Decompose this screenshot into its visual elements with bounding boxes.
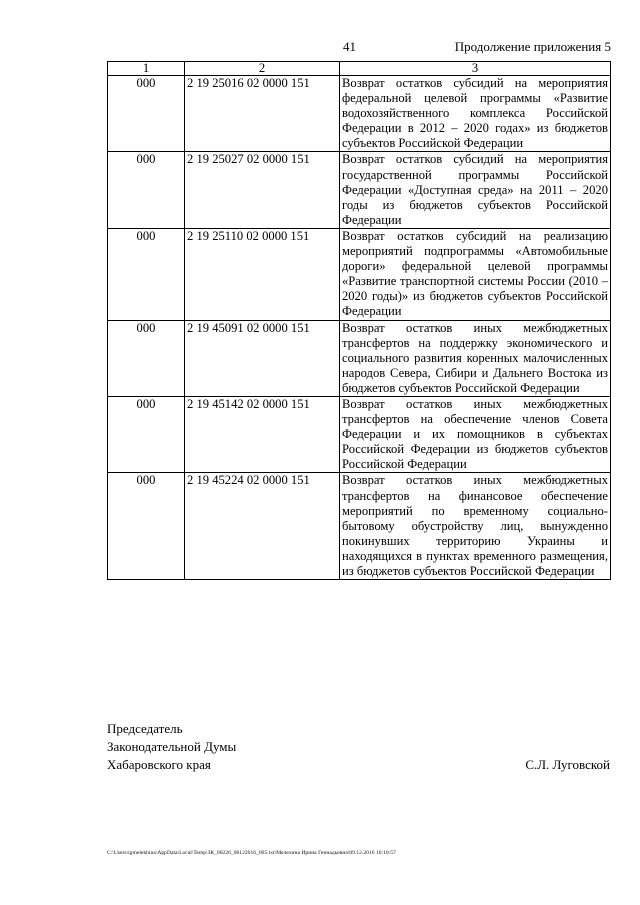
admin-code-cell: 000 bbox=[108, 320, 185, 396]
column-number-3: 3 bbox=[340, 62, 611, 76]
column-number-1: 1 bbox=[108, 62, 185, 76]
budget-code-cell: 2 19 25110 02 0000 151 bbox=[185, 228, 340, 320]
description-cell: Возврат остатков субсидий на реализацию мероприятий подпрограммы «Автомобильные дороги» федеральной целевой программы «Развитие транспортной системы России (2010 – 2020 годы)» из бюджетов субъектов Российской Федерации bbox=[340, 228, 611, 320]
admin-code-cell: 000 bbox=[108, 228, 185, 320]
budget-codes-table bbox=[107, 61, 611, 580]
signature-block bbox=[107, 720, 610, 774]
column-number-row bbox=[108, 62, 611, 76]
page-number: 41 bbox=[343, 39, 356, 54]
signatory-title-line: Хабаровского края bbox=[107, 757, 211, 772]
signatory-title-line: Законодательной Думы bbox=[107, 739, 237, 754]
description-cell: Возврат остатков субсидий на мероприятия государственной программы Российской Федерации «Доступная среда» на 2011 – 2020 годы из бюджетов субъектов Российской Федерации bbox=[340, 152, 611, 228]
budget-code-cell: 2 19 45224 02 0000 151 bbox=[185, 473, 340, 580]
table-row bbox=[108, 228, 611, 320]
budget-code-cell: 2 19 45142 02 0000 151 bbox=[185, 396, 340, 472]
continuation-label: Продолжение приложения 5 bbox=[454, 39, 611, 54]
table-row bbox=[108, 473, 611, 580]
signatory-name: С.Л. Луговской bbox=[525, 757, 610, 772]
description-cell: Возврат остатков субсидий на мероприятия федеральной целевой программы «Развитие водохозяйственного комплекса Российской Федерации в 2012 – 2020 годах» из бюджетов субъектов Российской Федерации bbox=[340, 76, 611, 152]
budget-code-cell: 2 19 45091 02 0000 151 bbox=[185, 320, 340, 396]
admin-code-cell: 000 bbox=[108, 76, 185, 152]
admin-code-cell: 000 bbox=[108, 473, 185, 580]
description-cell: Возврат остатков иных межбюджетных трансфертов на поддержку экономического и социального развития коренных малочисленных народов Севера, Сибири и Дальнего Востока из бюджетов субъектов Российской Федерации bbox=[340, 320, 611, 396]
admin-code-cell: 000 bbox=[108, 396, 185, 472]
signatory-title-line: Председатель bbox=[107, 721, 183, 736]
table-row bbox=[108, 76, 611, 152]
description-cell: Возврат остатков иных межбюджетных трансфертов на финансовое обеспечение мероприятий по временному социально-бытовому обустройству лиц, вынужденно покинувших территорию Украины и находящихся в пунктах временного размещения, из бюджетов субъектов Российской Федерации bbox=[340, 473, 611, 580]
table-row bbox=[108, 396, 611, 472]
description-cell: Возврат остатков иных межбюджетных трансфертов на обеспечение членов Совета Федерации и их помощников в субъектах Российской Федерации из бюджетов субъектов Российской Федерации bbox=[340, 396, 611, 472]
page-header bbox=[0, 39, 640, 57]
budget-code-cell: 2 19 25016 02 0000 151 bbox=[185, 76, 340, 152]
budget-code-cell: 2 19 25027 02 0000 151 bbox=[185, 152, 340, 228]
admin-code-cell: 000 bbox=[108, 152, 185, 228]
file-path-footer: C:\Users\igmelekhina\AppData\Local\Temp\ЗК_00226_06122016_005.txt\Мелехина Ирина Геннадьевна\09.12.2016 10:10:57 bbox=[107, 850, 396, 856]
table-row bbox=[108, 152, 611, 228]
column-number-2: 2 bbox=[185, 62, 340, 76]
table-row bbox=[108, 320, 611, 396]
